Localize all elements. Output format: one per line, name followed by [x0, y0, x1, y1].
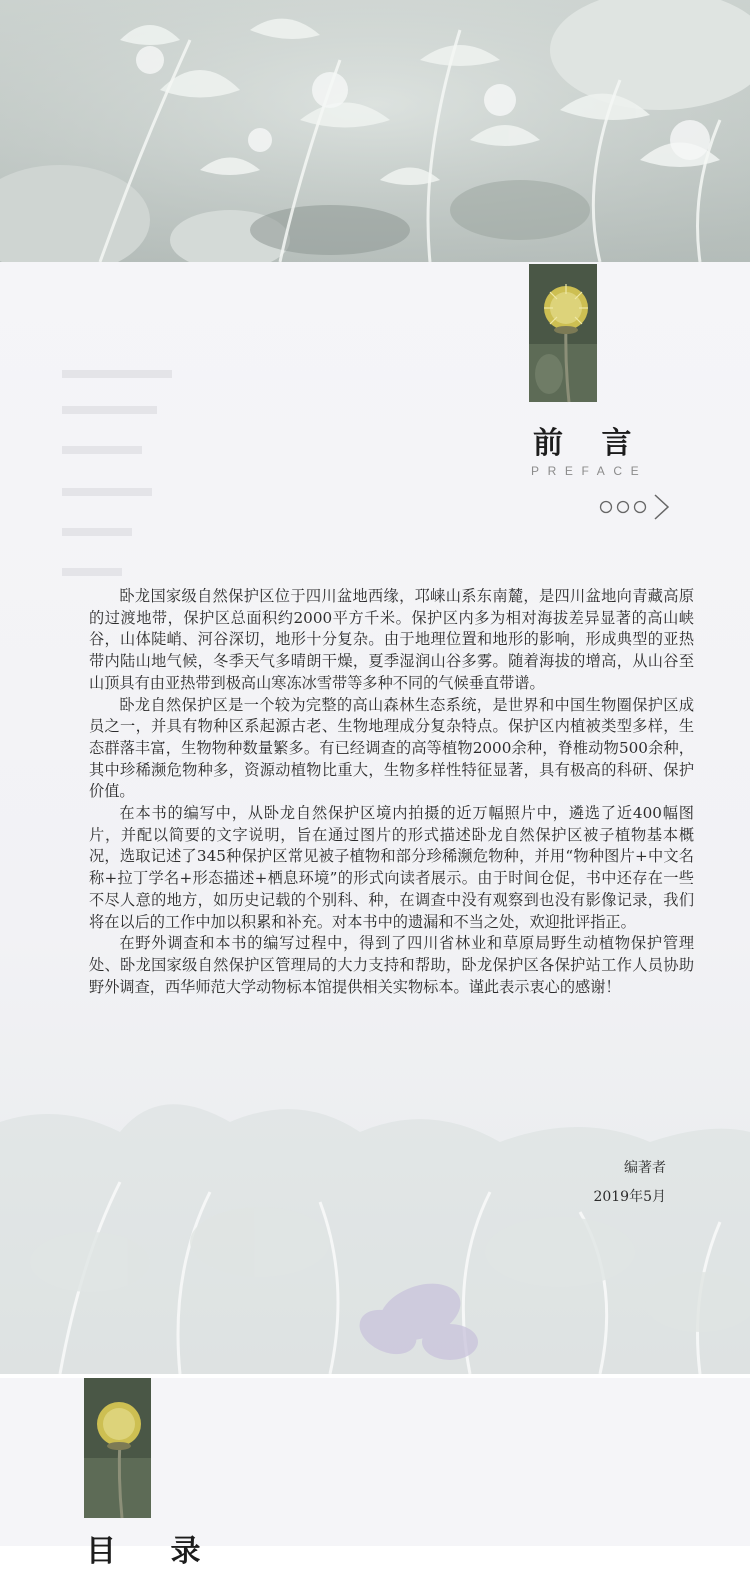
- preface-title: 前 言: [533, 426, 646, 461]
- paragraph: 在本书的编写中，从卧龙自然保护区境内拍摄的近万幅照片中，遴选了近400幅图片，并配以简要的文字说明，旨在通过图片的形式描述卧龙自然保护区被子植物基本概况，选取记述了345种保护区常见被子植物和部分珍稀濒危物种，并用“物种图片+中文名称+拉丁学名+形态描述+栖息环境”的形式向读者展示。由于时间仓促，书中还存在一些不尽人意的地方，如历史记载的个别科、种，在调查中没有观察到也没有影像记录，我们将在以后的工作中加以积累和补充。对本书中的遗漏和不当之处，欢迎批评指正。: [89, 804, 694, 931]
- header-plant-photo: [0, 0, 750, 262]
- paragraph: 卧龙自然保护区是一个较为完整的高山森林生态系统，是世界和中国生物圈保护区成员之一，并具有物种区系起源古老、生物地理成分复杂特点。保护区内植被类型多样，生态群落丰富，生物物种数量繁多。有已经调查的高等植物2000余种，脊椎动物500余种，其中珍稀濒危物种多，资源动植物比重大，生物多样性特征显著，具有极高的科研、保护价值。: [89, 695, 694, 801]
- leaf-illustration: [0, 0, 750, 262]
- contents-page: [0, 1378, 750, 1569]
- preface-subtitle: PREFACE: [531, 464, 648, 478]
- preface-body: [89, 586, 694, 998]
- flower-icon: [84, 1378, 151, 1518]
- contents-title: 目 录: [86, 1534, 223, 1569]
- author-signature: 编著者: [624, 1160, 666, 1176]
- paragraph: 在野外调查和本书的编写过程中，得到了四川省林业和草原局野生动植物保护管理处、卧龙国家级自然保护区管理局的大力支持和帮助，卧龙保护区各保护站工作人员协助野外调查，西华师范大学动物标本馆提供相关实物标本。谨此表示衷心的感谢！: [89, 934, 694, 996]
- preface-page: [0, 262, 750, 1374]
- thistle-flower-photo: [529, 264, 597, 402]
- dots-arrow-icon: [598, 492, 678, 522]
- thistle-flower-photo: [84, 1378, 151, 1518]
- publication-date: 2019年5月: [593, 1189, 666, 1205]
- flower-icon: [529, 264, 597, 402]
- paragraph: 卧龙国家级自然保护区位于四川盆地西缘，邛崃山系东南麓，是四川盆地向青藏高原的过渡地带，保护区总面积约2000平方千米。保护区内多为相对海拔差异显著的高山峡谷，山体陡峭、河谷深切，地形十分复杂。由于地理位置和地形的影响，形成典型的亚热带内陆山地气候，冬季天气多晴朗干燥，夏季湿润山谷多雾。随着海拔的增高，从山谷至山顶具有由亚热带到极高山寒冻冰雪带等多种不同的气候垂直带谱。: [89, 587, 694, 692]
